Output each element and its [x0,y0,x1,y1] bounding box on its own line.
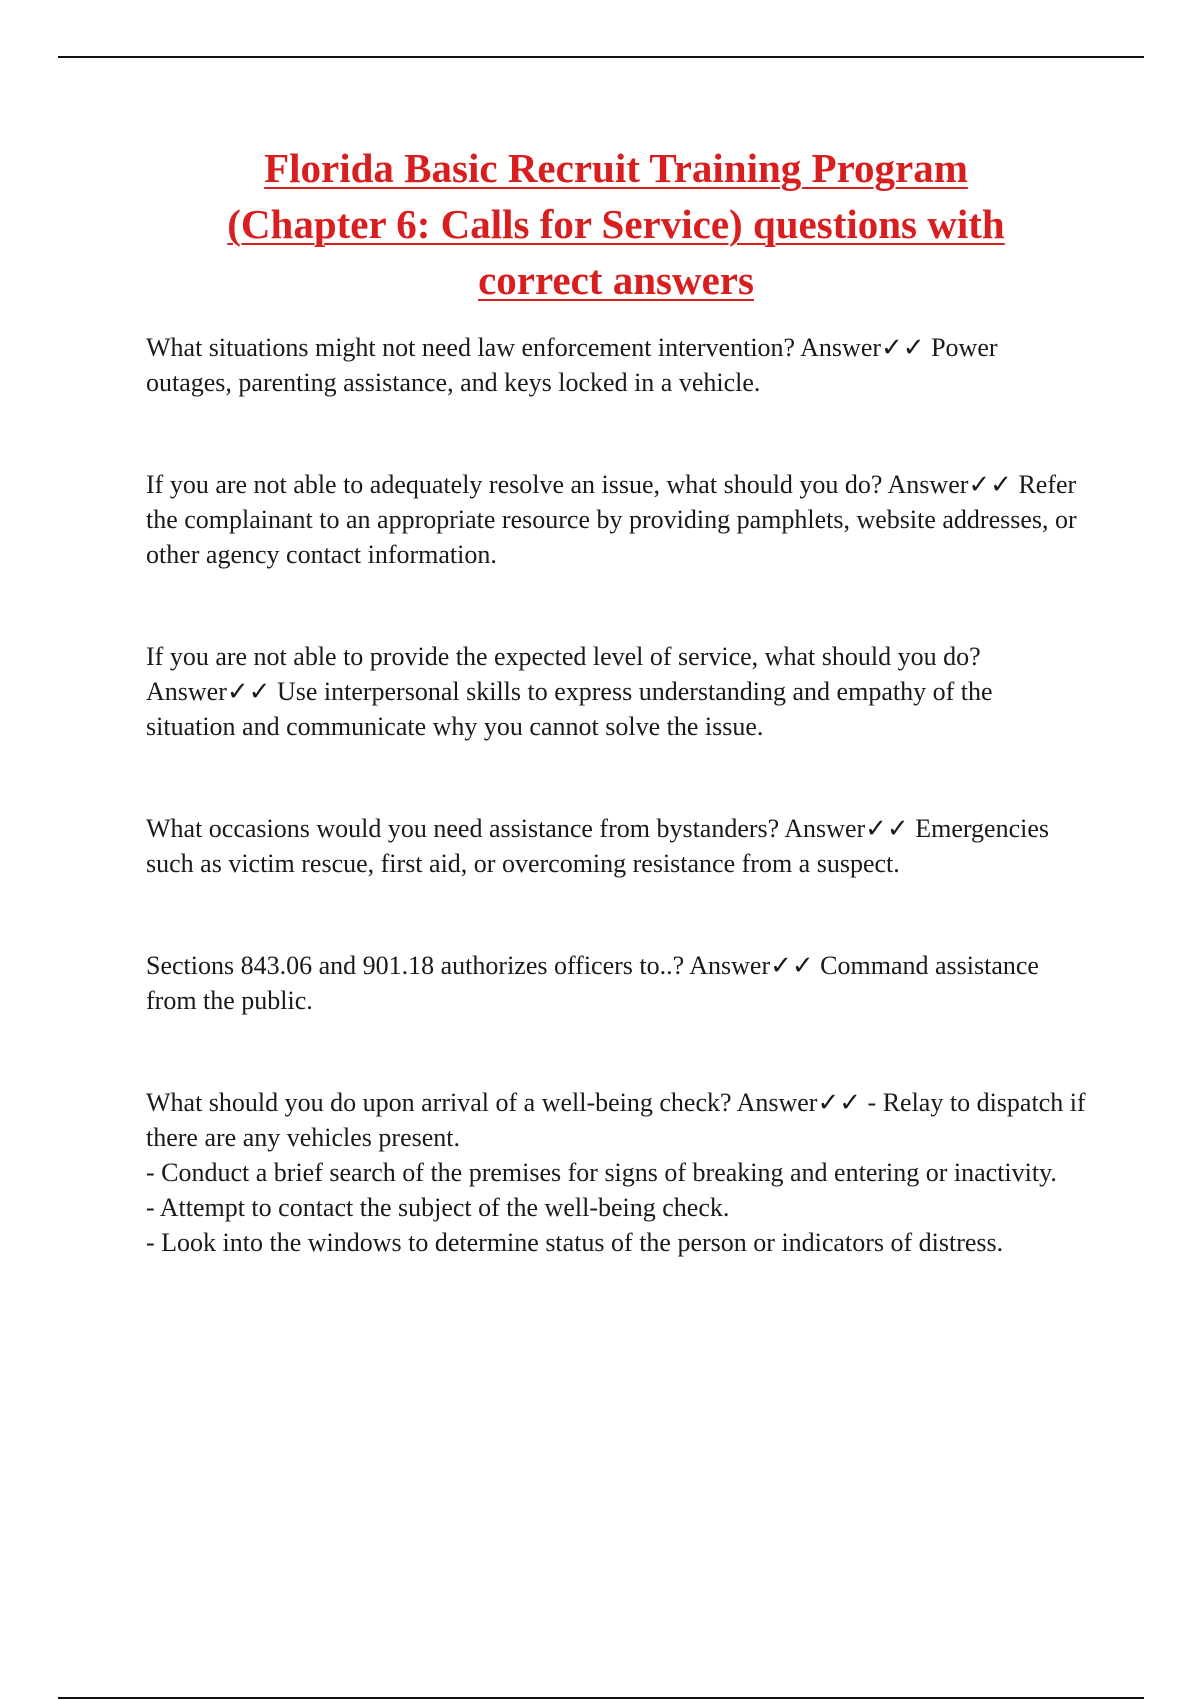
spacer [146,572,1086,639]
qa-text: What should you do upon arrival of a well-being check? Answer✓✓ - Relay to dispatch if there are any vehicles present. [146,1088,1086,1152]
qa-sub-item: - Attempt to contact the subject of the well-being check. [146,1193,730,1222]
qa-text: If you are not able to adequately resolve an issue, what should you do? Answer✓✓ Refer the complainant to an appropriate resource by providing pamphlets, website addresses, or other agency contact information. [146,470,1077,569]
qa-item-1 [146,330,1086,400]
qa-item-4 [146,811,1086,881]
qa-sub-item: - Look into the windows to determine status of the person or indicators of distress. [146,1228,1004,1257]
qa-text: What occasions would you need assistance from bystanders? Answer✓✓ Emergencies such as victim rescue, first aid, or overcoming resistance from a suspect. [146,814,1050,878]
document-title [146,140,1086,308]
spacer [146,881,1086,948]
title-line-1: Florida Basic Recruit Training Program [264,145,968,191]
spacer [146,1018,1086,1085]
bottom-divider [58,1697,1144,1699]
qa-item-6 [146,1085,1086,1260]
qa-item-3 [146,639,1086,744]
qa-text: Sections 843.06 and 901.18 authorizes officers to..? Answer✓✓ Command assistance from the public. [146,951,1039,1015]
qa-sub-item: - Conduct a brief search of the premises for signs of breaking and entering or inactivity. [146,1158,1057,1187]
title-line-3: correct answers [478,257,754,303]
qa-text: What situations might not need law enforcement intervention? Answer✓✓ Power outages, parenting assistance, and keys locked in a vehicle. [146,333,998,397]
top-divider [58,56,1144,58]
spacer [146,400,1086,467]
qa-item-5 [146,948,1086,1018]
document-body [146,140,1086,1260]
qa-item-2 [146,467,1086,572]
title-line-2: (Chapter 6: Calls for Service) questions with [227,201,1005,247]
qa-text: If you are not able to provide the expected level of service, what should you do? Answer✓✓ Use interpersonal skills to express understanding and empathy of the situation and communicate why you cannot solve the issue. [146,642,993,741]
spacer [146,744,1086,811]
